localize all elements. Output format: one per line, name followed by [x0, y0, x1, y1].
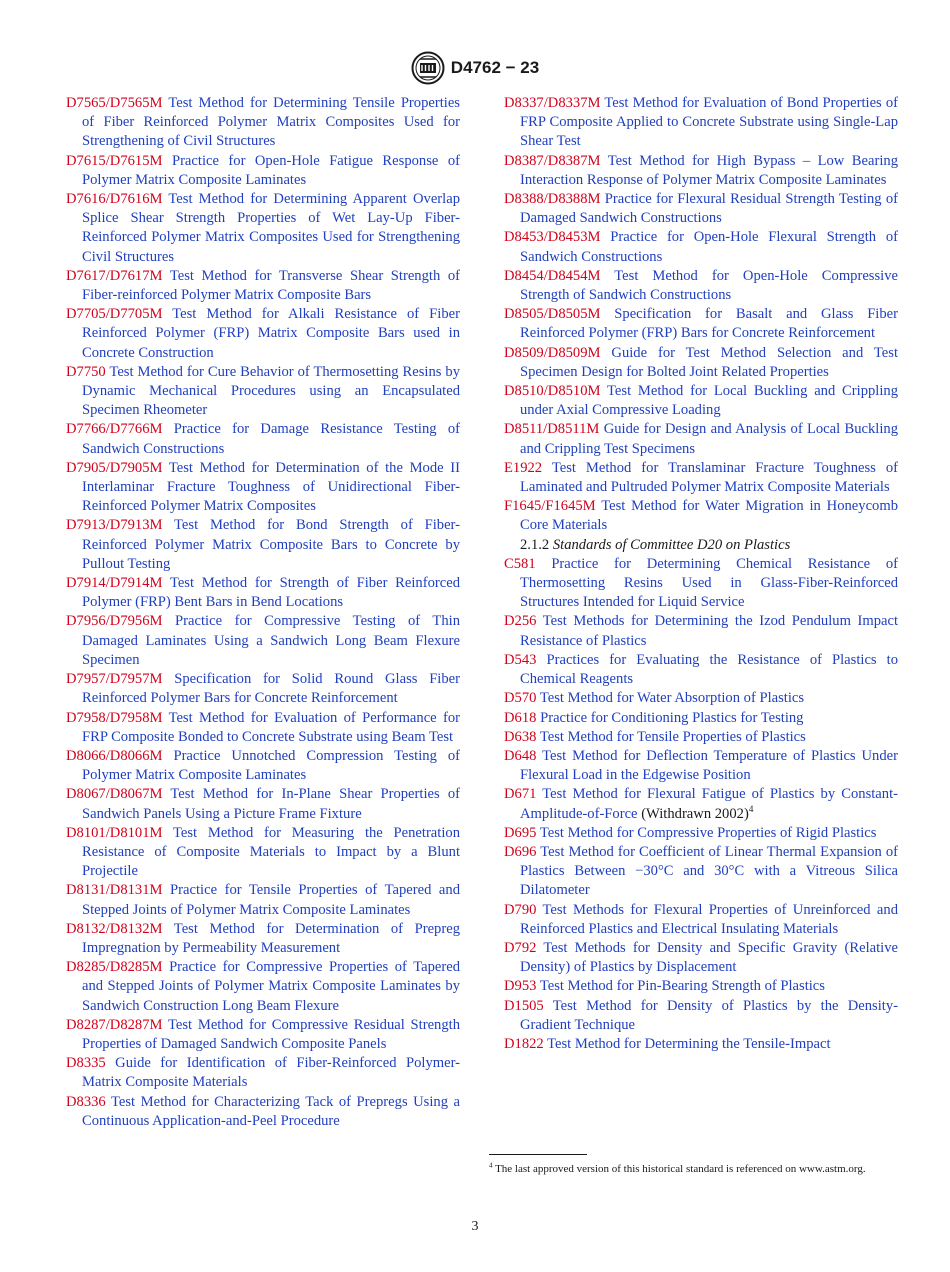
standard-title-link[interactable]: Test Method for Alkali Resistance of Fiber Reinforced Polymer (FRP) Matrix Composite Bars used in Concrete Construction — [82, 306, 460, 361]
standard-code-link[interactable]: D695 — [504, 824, 537, 841]
standard-title-link[interactable]: Test Method for Translaminar Fracture Toughness of Laminated and Pultruded Polymer Matrix Composite Materials — [520, 459, 898, 496]
standard-title-link[interactable]: Test Method for In-Plane Shear Properties of Sandwich Panels Using a Picture Frame Fixture — [82, 786, 460, 822]
standard-code-link[interactable]: D8387/D8387M — [504, 152, 601, 169]
standard-code-link[interactable]: D618 — [504, 709, 537, 726]
standard-code-link[interactable]: D7958/D7958M — [66, 709, 163, 726]
standard-code-link[interactable]: D7617/D7617M — [66, 267, 163, 284]
standard-code-link[interactable]: D638 — [504, 728, 537, 745]
standard-code-link[interactable]: D8101/D8101M — [66, 824, 163, 841]
reference-entry — [66, 1054, 460, 1092]
reference-entry — [504, 382, 898, 420]
reference-entry — [66, 305, 460, 363]
standard-title-link[interactable]: Test Method for Local Buckling and Crippling under Axial Compressive Loading — [520, 383, 898, 419]
standard-title-link[interactable]: Test Method for Cure Behavior of Thermosetting Resins by Dynamic Mechanical Procedures using an Encapsulated Specimen Rheometer — [82, 363, 461, 419]
reference-entry — [504, 689, 898, 708]
standard-title-link[interactable]: Practice for Compressive Properties of Tapered and Stepped Joints of Polymer Matrix Composite Laminates by Sandwich Construction Long Beam Flexure — [82, 959, 460, 1014]
reference-list-right-a — [504, 94, 898, 536]
standard-code-link[interactable]: D8505/D8505M — [504, 306, 601, 323]
standard-title-link[interactable]: Practice for Damage Resistance Testing of Sandwich Constructions — [82, 421, 460, 457]
standard-code-link[interactable]: D8453/D8453M — [504, 229, 601, 246]
standard-code-link[interactable]: D8511/D8511M — [504, 421, 600, 438]
standard-code-link[interactable]: D7957/D7957M — [66, 671, 163, 688]
standard-code-link[interactable]: D1822 — [504, 1035, 544, 1052]
reference-entry — [66, 152, 460, 190]
footnote-divider — [489, 1154, 587, 1155]
reference-entry — [66, 747, 460, 785]
reference-entry — [504, 267, 898, 305]
subsection-title: Standards of Committee D20 on Plastics — [552, 536, 791, 553]
page-header — [0, 50, 950, 86]
standard-title-link[interactable]: Specification for Basalt and Glass Fiber Reinforced Polymer (FRP) Bars for Concrete Reinforcement — [520, 306, 898, 342]
reference-entry — [504, 305, 898, 343]
standard-title-link[interactable]: Practice for Tensile Properties of Tapered and Stepped Joints of Polymer Matrix Composite Laminates — [82, 882, 460, 918]
standard-code-link[interactable]: D256 — [504, 613, 537, 630]
standard-code-link[interactable]: D792 — [504, 939, 537, 956]
standard-title-link[interactable]: Practice for Conditioning Plastics for Testing — [540, 709, 804, 726]
reference-entry — [504, 843, 898, 901]
document-designation: D4762 − 23 — [450, 58, 540, 77]
standard-code-link[interactable]: D543 — [504, 651, 537, 668]
standard-title-link[interactable]: Practice for Flexural Residual Strength Testing of Damaged Sandwich Constructions — [520, 191, 898, 227]
standard-title-link[interactable]: Test Method for Measuring the Penetration Resistance of Composite Materials to Impact by a Blunt Projectile — [82, 824, 460, 880]
reference-entry — [66, 824, 460, 882]
reference-list-right-b2 — [504, 824, 898, 1054]
reference-entry — [66, 516, 460, 574]
standard-title-link[interactable]: Practices for Evaluating the Resistance of Plastics to Chemical Reagents — [520, 651, 898, 688]
standard-title-link[interactable]: Test Method for Water Absorption of Plastics — [539, 690, 805, 707]
standard-code-link[interactable]: D8337/D8337M — [504, 95, 601, 111]
standard-title-link[interactable]: Test Method for Determination of Prepreg Impregnation by Permeability Measurement — [82, 920, 460, 956]
standard-code-link[interactable]: D7615/D7615M — [66, 152, 163, 169]
standard-title-link[interactable]: Test Method for Bond Strength of Fiber-Reinforced Polymer Matrix Composite Bars to Concrete by Pullout Testing — [82, 517, 460, 572]
standard-title-link[interactable]: Test Method for Evaluation of Performance for FRP Composite Bonded to Concrete Substrate using Beam Test — [82, 709, 461, 745]
left-column — [66, 94, 460, 1131]
standard-code-link[interactable]: D8336 — [66, 1093, 106, 1110]
standard-title-link[interactable]: Test Method for Characterizing Tack of Prepregs Using a Continuous Application-and-Peel Procedure — [82, 1093, 460, 1129]
standard-title-link[interactable]: Test Method for Determining Tensile Properties of Fiber Reinforced Polymer Matrix Composites Used for Strengthening of Civil Structures — [82, 95, 460, 150]
subsection-heading — [504, 536, 898, 555]
reference-entry — [504, 555, 898, 613]
reference-entry — [66, 670, 460, 708]
standard-code-link[interactable]: D696 — [504, 843, 537, 860]
reference-entry — [504, 728, 898, 747]
reference-entry — [504, 651, 898, 689]
standard-code-link[interactable]: D953 — [504, 978, 537, 995]
standard-title-link[interactable]: Test Method for Strength of Fiber Reinforced Polymer (FRP) Bent Bars in Bend Locations — [82, 575, 460, 611]
standard-title-link[interactable]: Practice for Compressive Testing of Thin Damaged Laminates Using a Sandwich Long Beam Flexure Specimen — [82, 613, 460, 668]
standard-code-link[interactable]: F1645/F1645M — [504, 498, 596, 515]
standard-title-link[interactable]: Guide for Test Method Selection and Test Specimen Design for Bolted Joint Related Properties — [520, 344, 898, 380]
standard-title-link[interactable]: Test Method for Compressive Residual Strength Properties of Damaged Sandwich Composite Panels — [82, 1016, 460, 1052]
reference-entry — [504, 709, 898, 728]
standard-code-link[interactable]: D8285/D8285M — [66, 959, 163, 976]
withdrawn-note: (Withdrawn 2002) — [641, 805, 749, 822]
reference-entry — [66, 94, 460, 152]
standard-title-link[interactable]: Guide for Design and Analysis of Local Buckling and Crippling Test Specimens — [520, 421, 898, 457]
standard-code-link[interactable]: D7914/D7914M — [66, 575, 163, 592]
reference-entry — [66, 709, 460, 747]
standard-title-link[interactable]: Practice Unnotched Compression Testing of Polymer Matrix Composite Laminates — [82, 747, 460, 784]
standard-title-link[interactable]: Practice for Open-Hole Fatigue Response of Polymer Matrix Composite Laminates — [82, 152, 460, 188]
standard-code-link[interactable]: D671 — [504, 786, 537, 803]
reference-entry — [504, 344, 898, 382]
standard-title-link[interactable]: Practice for Open-Hole Flexural Strength of Sandwich Constructions — [520, 229, 898, 265]
footnote — [489, 1162, 899, 1177]
standard-code-link[interactable]: D790 — [504, 901, 537, 918]
standard-title-link[interactable]: Test Method for Determining the Tensile-Impact — [547, 1035, 831, 1052]
standard-code-link[interactable]: D8388/D8388M — [504, 191, 601, 208]
standard-title-link[interactable]: Test Method for Determining Apparent Overlap Splice Shear Strength Properties of Wet Lay-Up Fiber-Reinforced Polymer Matrix Composites Used for Strengthening Civil Structures — [82, 191, 460, 265]
reference-entry — [66, 267, 460, 305]
standard-code-link[interactable]: E1922 — [504, 459, 543, 476]
standard-title-link[interactable]: Guide for Identification of Fiber-Reinforced Polymer-Matrix Composite Materials — [82, 1055, 460, 1091]
reference-entry — [504, 497, 898, 535]
standard-title-link[interactable]: Test Method for Compressive Properties of Rigid Plastics — [539, 824, 877, 841]
footnote-marker: 4 — [489, 1161, 493, 1170]
reference-entry — [504, 747, 898, 785]
reference-entry — [504, 1035, 898, 1054]
standard-code-link[interactable]: D7565/D7565M — [66, 95, 163, 111]
standard-title-link[interactable]: Test Method for Deflection Temperature of Plastics Under Flexural Load in the Edgewise Position — [520, 747, 898, 784]
reference-entry — [504, 152, 898, 190]
reference-entry — [504, 459, 898, 497]
reference-entry — [504, 824, 898, 843]
reference-entry — [504, 228, 898, 266]
reference-entry — [66, 612, 460, 670]
standard-title-link[interactable]: Test Methods for Density and Specific Gravity (Relative Density) of Plastics by Displacement — [520, 939, 899, 976]
standard-title-link[interactable]: Test Methods for Flexural Properties of Unreinforced and Reinforced Plastics and Electrical Insulating Materials — [520, 901, 898, 937]
reference-entry — [504, 901, 898, 939]
reference-entry — [66, 1093, 460, 1131]
subsection-number: 2.1.2 — [520, 536, 550, 553]
standard-title-link[interactable]: Practice for Determining Chemical Resistance of Thermosetting Resins Used in Glass-Fiber-Reinforced Structures Intended for Liquid Service — [520, 555, 898, 611]
reference-entry — [66, 190, 460, 267]
reference-entry — [66, 920, 460, 958]
reference-entry — [504, 977, 898, 996]
standard-title-link[interactable]: Test Method for High Bypass – Low Bearing Interaction Response of Polymer Matrix Composite Laminates — [520, 152, 899, 188]
reference-entry — [66, 958, 460, 1016]
reference-entry — [66, 420, 460, 458]
standard-title-link[interactable]: Test Method for Pin-Bearing Strength of Plastics — [539, 978, 825, 995]
standard-code-link[interactable]: C581 — [504, 555, 536, 572]
standard-title-link[interactable]: Test Method for Determination of the Mode II Interlaminar Fracture Toughness of Unidirectional Fiber-Reinforced Polymer Matrix Composites — [82, 459, 460, 515]
reference-entry — [66, 363, 460, 421]
reference-entry — [504, 420, 898, 458]
standard-code-link[interactable]: D8132/D8132M — [66, 920, 163, 937]
standard-code-link[interactable]: D8510/D8510M — [504, 383, 601, 400]
reference-list-right-b1 — [504, 555, 898, 785]
standard-code-link[interactable]: D7905/D7905M — [66, 459, 163, 476]
reference-entry — [66, 459, 460, 517]
standard-code-link[interactable]: D8509/D8509M — [504, 344, 601, 361]
standard-title-link[interactable]: Test Method for Coefficient of Linear Thermal Expansion of Plastics Between −30°C and 30°C with a Vitreous Silica Dilatometer — [520, 843, 898, 899]
standard-code-link[interactable]: D8287/D8287M — [66, 1016, 163, 1033]
page-number: 3 — [471, 1219, 479, 1234]
standard-title-link[interactable]: Test Method for Transverse Shear Strength of Fiber-reinforced Polymer Matrix Composite Bars — [82, 267, 460, 304]
standard-title-link[interactable]: Test Method for Tensile Properties of Plastics — [539, 728, 806, 745]
standard-title-link[interactable]: Test Methods for Determining the Izod Pendulum Impact Resistance of Plastics — [520, 613, 899, 649]
standard-code-link[interactable]: D8067/D8067M — [66, 786, 163, 803]
reference-entry-withdrawn — [504, 785, 898, 823]
standard-title-link[interactable]: Test Method for Water Migration in Honeycomb Core Materials — [520, 498, 898, 534]
standard-code-link[interactable]: D7705/D7705M — [66, 306, 163, 323]
standard-code-link[interactable]: D8335 — [66, 1055, 106, 1072]
reference-entry — [504, 94, 898, 152]
astm-logo-icon — [411, 51, 445, 85]
standard-title-link[interactable]: Specification for Solid Round Glass Fiber Reinforced Polymer Bars for Concrete Reinforcement — [82, 671, 460, 707]
reference-entry — [504, 190, 898, 228]
footnote-text: The last approved version of this historical standard is referenced on www.astm.org. — [495, 1163, 866, 1175]
right-column — [504, 94, 898, 1054]
standard-code-link[interactable]: D570 — [504, 690, 537, 707]
standard-title-link[interactable]: Test Method for Flexural Fatigue of Plastics by Constant-Amplitude-of-Force — [520, 786, 898, 822]
reference-list-left — [66, 94, 460, 1131]
standard-title-link[interactable]: Test Method for Density of Plastics by the Density-Gradient Technique — [520, 997, 898, 1033]
standard-code-link[interactable]: D8131/D8131M — [66, 882, 163, 899]
reference-entry — [66, 881, 460, 919]
reference-entry — [66, 785, 460, 823]
standard-code-link[interactable]: D8066/D8066M — [66, 747, 163, 764]
standard-code-link[interactable]: D1505 — [504, 997, 544, 1014]
standard-code-link[interactable]: D7750 — [66, 363, 106, 380]
reference-entry — [66, 1016, 460, 1054]
standard-code-link[interactable]: D7766/D7766M — [66, 421, 163, 438]
standard-title-link[interactable]: Test Method for Open-Hole Compressive Strength of Sandwich Constructions — [520, 267, 898, 304]
standard-code-link[interactable]: D648 — [504, 747, 537, 764]
footnote-ref: 4 — [748, 803, 754, 814]
standard-code-link[interactable]: D7616/D7616M — [66, 191, 163, 208]
standard-code-link[interactable]: D8454/D8454M — [504, 267, 601, 284]
reference-entry — [504, 997, 898, 1035]
standard-title-link[interactable]: Test Method for Evaluation of Bond Properties of FRP Composite Applied to Concrete Substrate using Single-Lap Shear Test — [520, 95, 898, 150]
standard-code-link[interactable]: D7913/D7913M — [66, 517, 163, 534]
reference-entry — [504, 612, 898, 650]
reference-entry — [66, 574, 460, 612]
reference-entry — [504, 939, 898, 977]
standard-code-link[interactable]: D7956/D7956M — [66, 613, 163, 630]
